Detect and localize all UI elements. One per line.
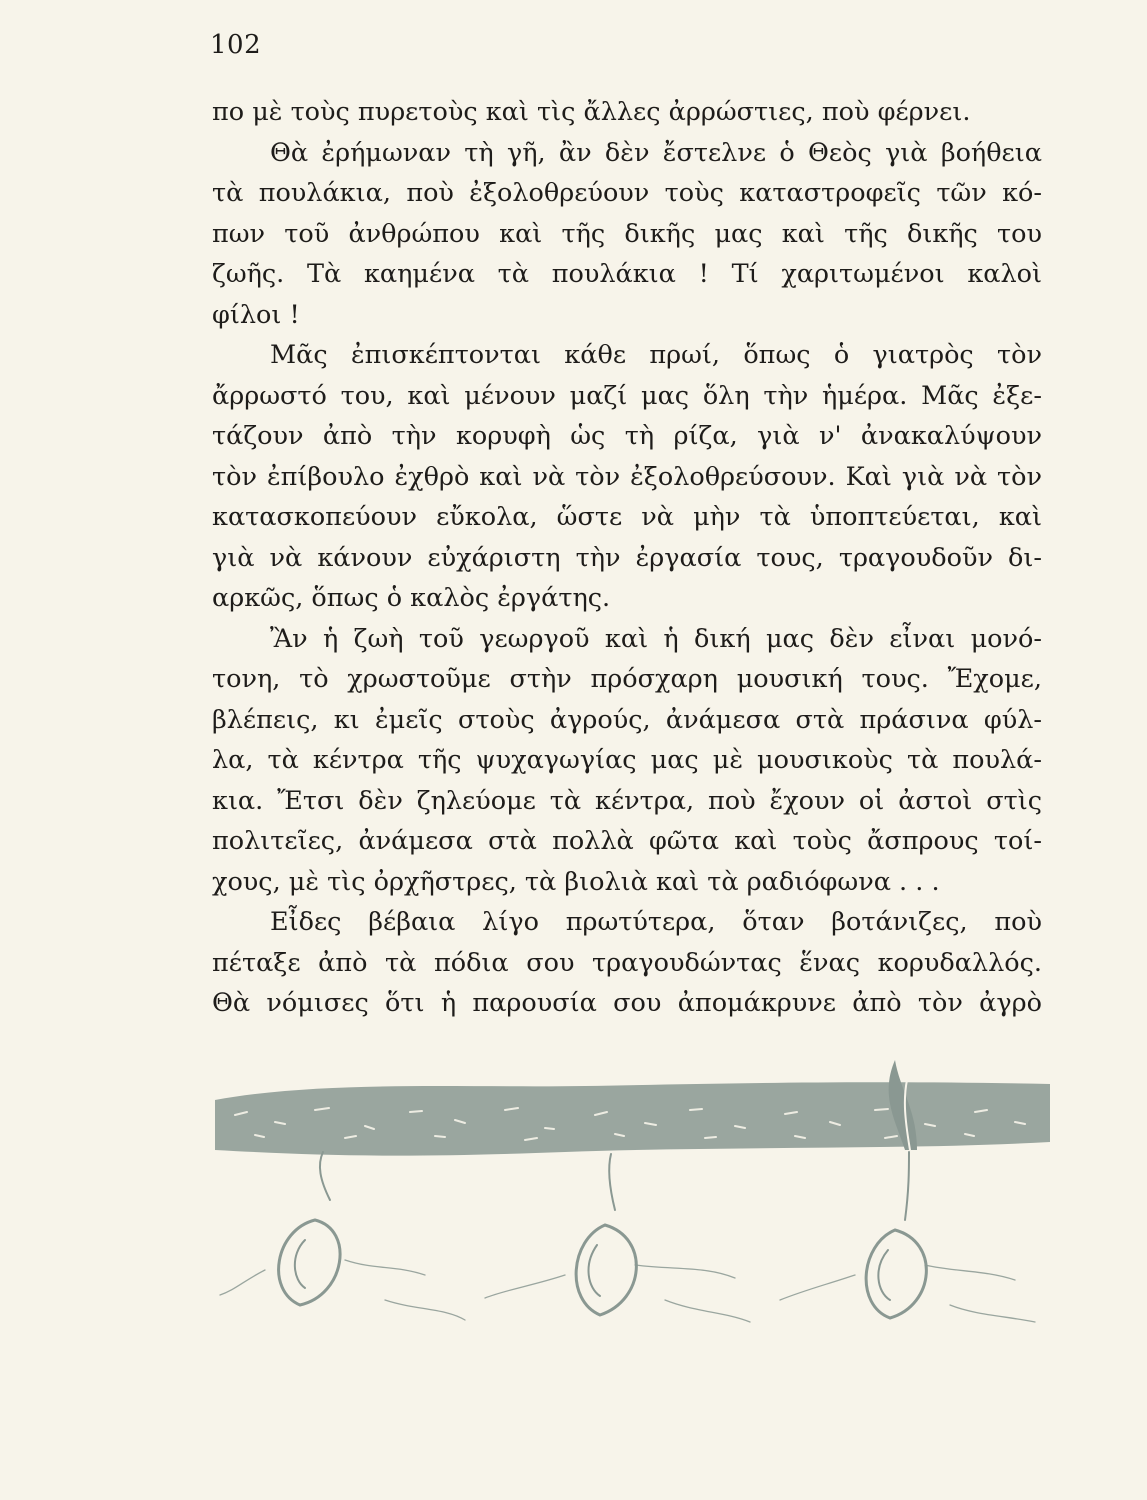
text-line: λα, τὰ κέντρα τῆς ψυχαγωγίας μας μὲ μουσικοὺς τὰ πουλά- [212,745,1042,775]
soil-surface [215,1082,1050,1155]
text-line: πέταξε ἀπὸ τὰ πόδια σου τραγουδώντας ἕνας κορυδαλλός. [212,947,1042,978]
page-number: 102 [210,30,262,60]
text-line: Μᾶς ἐπισκέπτονται κάθε πρωί, ὅπως ὁ γιατρὸς τὸν [270,340,1042,370]
text-line: ζωῆς. Τὰ καημένα τὰ πουλάκια ! Τί χαριτωμένοι καλοὶ [212,259,1042,289]
seed-sprouting-illustration [205,1060,1055,1440]
text-line: Εἶδες βέβαια λίγο πρωτύτερα, ὅταν βοτάνιζες, ποὺ [270,907,1042,937]
text-line: κια. Ἔτσι δὲν ζηλεύομε τὰ κέντρα, ποὺ ἔχουν οἱ ἀστοὶ στὶς [212,785,1042,816]
text-line: Θὰ ἐρήμωναν τὴ γῆ, ἂν δὲν ἔστελνε ὁ Θεὸς γιὰ βοήθεια [270,137,1042,168]
text-line: γιὰ νὰ κάνουν εὐχάριστη τὴν ἐργασία τους, τραγουδοῦν δι- [212,542,1042,573]
text-line: πο μὲ τοὺς πυρετοὺς καὶ τὶς ἄλλες ἀρρώστιες, ποὺ φέρνει. [212,97,971,127]
text-line: πων τοῦ ἀνθρώπου καὶ τῆς δικῆς μας καὶ τῆς δικῆς του [212,218,1042,249]
text-line: αρκῶς, ὅπως ὁ καλὸς ἐργάτης. [212,583,611,613]
text-line: Ἂν ἡ ζωὴ τοῦ γεωργοῦ καὶ ἡ δική μας δὲν εἶναι μονό- [270,623,1042,654]
text-line: ἄρρωστό του, καὶ μένουν μαζί μας ὅλη τὴν ἡμέρα. Μᾶς ἐξε- [212,380,1042,411]
text-line: τονη, τὸ χρωστοῦμε στὴν πρόσχαρη μουσική τους. Ἔχομε, [212,664,1042,694]
seed-left [279,1152,340,1305]
seed-right [866,1152,926,1318]
text-line: Θὰ νόμισες ὅτι ἡ παρουσία σου ἀπομάκρυνε ἀπὸ τὸν ἀγρὸ [212,988,1042,1018]
roots [220,1260,1035,1322]
body-text [212,92,1042,1024]
text-line: τὸν ἐπίβουλο ἐχθρὸ καὶ νὰ τὸν ἐξολοθρεύσουν. Καὶ γιὰ νὰ τὸν [212,461,1042,492]
text-line: χους, μὲ τὶς ὀρχῆστρες, τὰ βιολιὰ καὶ τὰ ραδιόφωνα . . . [212,866,940,897]
seed-middle [576,1154,636,1315]
text-line: βλέπεις, κι ἐμεῖς στοὺς ἀγρούς, ἀνάμεσα στὰ πράσινα φύλ- [212,704,1042,735]
text-line: φίλοι ! [212,299,300,330]
text-line: κατασκοπεύουν εὔκολα, ὥστε νὰ μὴν τὰ ὑποπτεύεται, καὶ [212,502,1042,532]
text-line: τὰ πουλάκια, ποὺ ἐξολοθρεύουν τοὺς καταστροφεῖς τῶν κό- [212,178,1042,208]
text-line: πολιτεῖες, ἀνάμεσα στὰ πολλὰ φῶτα καὶ τοὺς ἄσπρους τοί- [212,826,1042,856]
text-line: τάζουν ἀπὸ τὴν κορυφὴ ὡς τὴ ρίζα, γιὰ ν' ἀνακαλύψουν [212,421,1042,451]
